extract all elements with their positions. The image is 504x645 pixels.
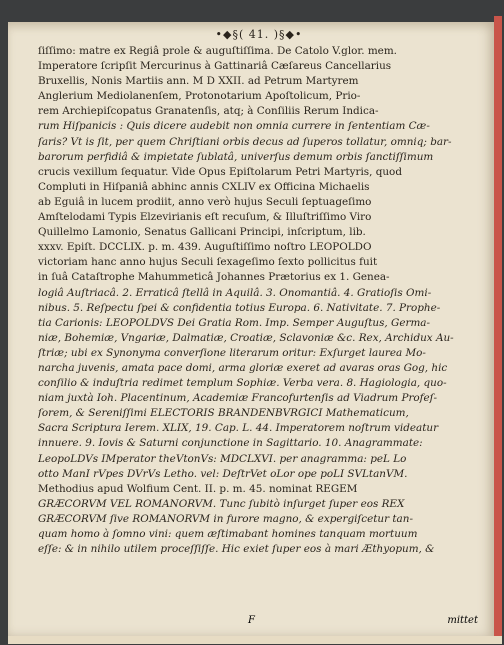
text-line: crucis vexillum ſequatur. Vide Opus Epiſtolarum Petri Martyris, quod	[38, 165, 402, 178]
text-lines	[38, 44, 480, 557]
text-line: rem Archiepiſcopatus Granatenſis, atq; à Conſiliis Rerum Indica-	[38, 105, 379, 118]
text-line: ſorem, & Sereniſſimi ELECTORIS BRANDENBVRGICI Mathematicum,	[38, 407, 409, 420]
text-line: innuere. 9. Iovis & Saturni conjunctione in Sagittario. 10. Anagrammate:	[38, 437, 423, 450]
catchword: mittet	[447, 615, 478, 626]
text-line: ſaris? Vt is ſit, per quem Chriſtiani orbis decus ad ſuperos tollatur, omniq; bar-	[38, 135, 452, 148]
text-line: Amſtelodami Typis Elzevirianis eſt recuſum, & Illuſtriſſimo Viro	[38, 211, 372, 224]
text-line: Anglerium Mediolanenſem, Protonotarium Apoſtolicum, Prio-	[38, 90, 361, 103]
text-line: rum Hiſpanicis : Quis dicere audebit non omnia currere in ſententiam Cæ-	[38, 120, 430, 133]
text-line: ſiſſimo: matre ex Regiâ prole & auguſtiſſima. De Catolo V.glor. mem.	[38, 45, 397, 57]
text-line: LeopoLDVs IMperator theVtonVs: MDCLXVI. per anagramma: peL Lo	[38, 452, 407, 465]
text-line: quam homo à ſomno vini: quem æſtimabant homines tanquam mortuum	[38, 528, 418, 540]
text-line: tia Carionis: LEOPOLDVS Dei Gratia Rom. Imp. Semper Auguſtus, Germa-	[38, 316, 430, 329]
page-header: •◆§( 41. )§◆•	[215, 28, 303, 41]
text-line: Compluti in Hiſpaniâ abhinc annis CXLIV ex Officina Michaelis	[38, 180, 370, 193]
text-line: Bruxellis, Nonis Martiis ann. M D XXII. ad Petrum Martyrem	[38, 75, 359, 88]
text-line: ab Eguiâ in lucem prodiit, anno verò hujus Seculi ſeptuageſimo	[38, 195, 372, 208]
text-line: GRÆCORVM ſive ROMANORVM in furore magno, & expergiſcetur tan-	[38, 512, 413, 525]
text-line: barorum perfidiâ & impietate ſublatâ, univerſus demum orbis ſanctiſſimum	[38, 150, 434, 163]
text-line: niam juxtà Ioh. Placentinum, Academiæ Francofurtenſis ad Viadrum Profeſ-	[38, 392, 438, 405]
text-line: xxxv. Epiſt. DCCLIX. p. m. 439. Auguſtiſſimo noſtro LEOPOLDO	[38, 241, 372, 254]
text-line: victoriam hanc anno hujus Seculi ſexageſimo ſexto pollicitus fuit	[38, 256, 378, 269]
text-line: eſſe: & in nihilo utilem proceſſiſſe. Hic exiet ſuper eos à mari Æthyopum, &	[38, 543, 435, 556]
text-line: niæ, Bohemiæ, Vngariæ, Dalmatiæ, Croatiæ, Sclavoniæ &c. Rex, Archidux Au-	[38, 331, 454, 344]
text-line: nibus. 5. Reſpectu ſpei & confidentia totius Europa. 6. Nativitate. 7. Prophe-	[38, 301, 441, 314]
text-line: conſilio & induſtria redimet templum Sophiæ. Verba vera. 8. Hagiologia, quo-	[38, 377, 447, 390]
text-line: ſtriæ; ubi ex Synonyma converſione literarum oritur: Exſurget laurea Mo-	[38, 346, 426, 359]
text-line: Quillelmo Lamonio, Senatus Gallicani Principi, inſcriptum, lib.	[38, 226, 366, 239]
text-line: Methodius apud Wolfium Cent. II. p. m. 45. nominat REGEM	[38, 482, 358, 495]
text-line: GRÆCORVM VEL ROMANORVM. Tunc ſubitò inſurget ſuper eos REX	[38, 497, 405, 510]
text-line: in ſuâ Cataſtrophe Mahummeticâ Johannes Prætorius ex 1. Genea-	[38, 271, 390, 284]
text-line: narcha juvenis, amata pace domi, arma gloriæ exeret ad avaras oras Gog, hic	[38, 361, 448, 374]
page-text-block	[38, 28, 480, 557]
text-line: Sacra Scriptura Ierem. XLIX, 19. Cap. L. 44. Imperatorem noſtrum videatur	[38, 422, 439, 435]
signature-mark: F	[248, 615, 255, 626]
text-line: Imperatore ſcripſit Mercurinus à Gattinariâ Cæſareus Cancellarius	[38, 60, 392, 73]
text-line: otto ManI rVpes DVrVs Letho. vel: DeſtrVet oLor ope poLI SVLtanVM.	[38, 467, 408, 480]
text-line: logiâ Auſtriacâ. 2. Erraticâ ſtellâ in Aquilâ. 3. Onomantiâ. 4. Gratioſis Omi-	[38, 286, 432, 299]
page-edge-bottom	[8, 636, 502, 644]
book-page	[8, 22, 494, 636]
page-edge-right	[494, 16, 502, 644]
